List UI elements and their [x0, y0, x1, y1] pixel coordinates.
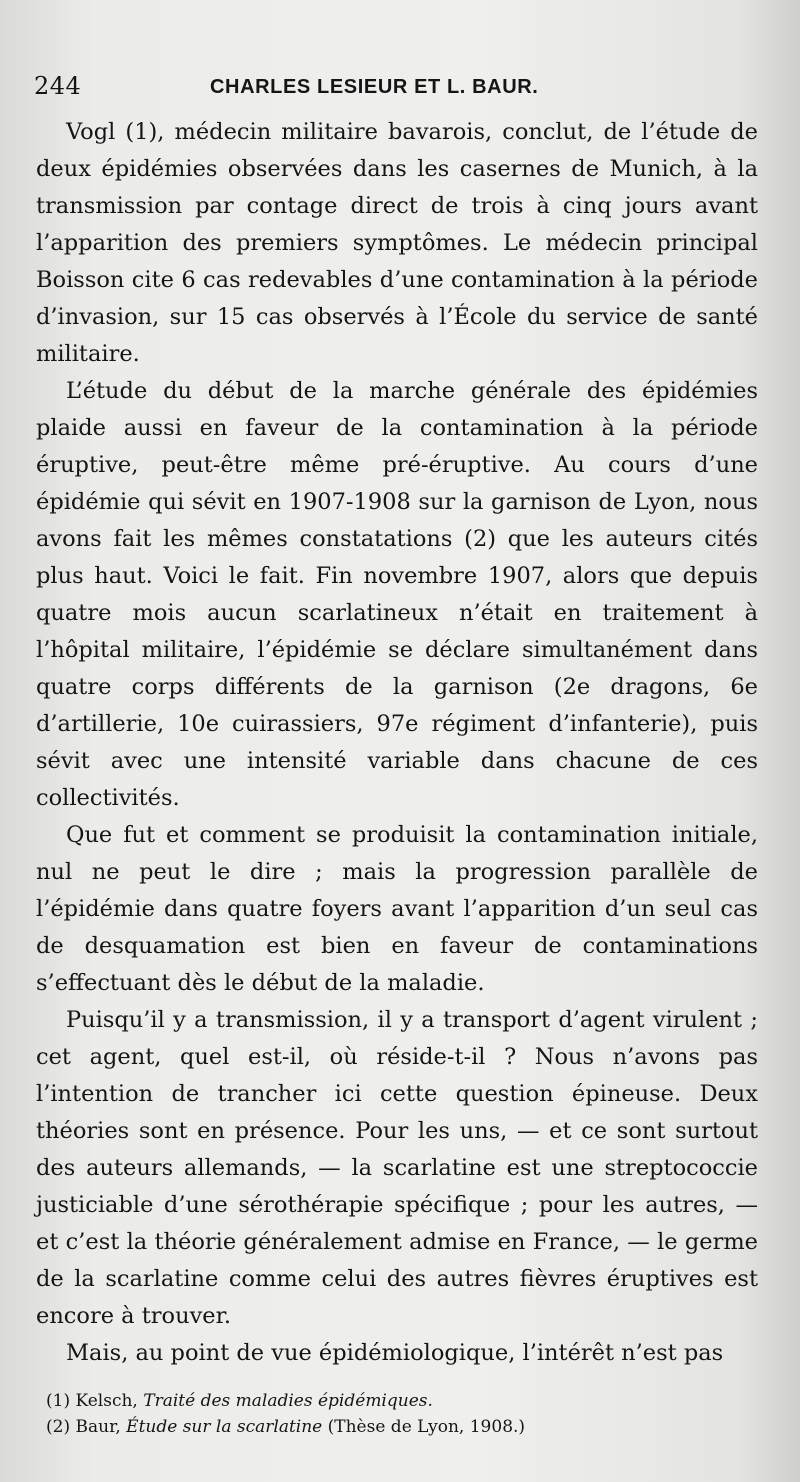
paragraph: Puisqu’il y a transmission, il y a transport d’agent virulent ; cet agent, quel est-il, où réside-t-il ? Nous n’avons pas l’intention de trancher ici cette question épineuse. Deux théories sont en présence. Pour les uns, — et ce sont surtout des auteurs allemands, — la scarlatine est une streptococcie justiciable d’une sérothérapie spécifique ; pour les autres, — et c’est la théorie généralement admise en France, — le germe de la scarlatine comme celui des autres fièvres éruptives est encore à trouver. — [36, 1007, 758, 1329]
footnote-title: Étude sur la scarlatine — [126, 1417, 323, 1437]
paragraph: Que fut et comment se produisit la contamination initiale, nul ne peut le dire ; mais la progression parallèle de l’épidémie dans quatre foyers avant l’apparition d’un seul cas de desquamation est bien en faveur de contaminations s’effectuant dès le début de la maladie. — [36, 822, 758, 996]
page-number: 244 — [34, 72, 82, 100]
footnote — [46, 1388, 746, 1414]
running-title: CHARLES LESIEUR ET L. BAUR. — [210, 76, 539, 98]
footnote-marker: (2) — [46, 1417, 71, 1437]
paragraph: Vogl (1), médecin militaire bavarois, conclut, de l’étude de deux épidémies observées dans les casernes de Munich, à la transmission par contage direct de trois à cinq jours avant l’apparition des premiers symptômes. Le médecin principal Boisson cite 6 cas redevables d’une contamination à la période d’invasion, sur 15 cas observés à l’École du service de santé militaire. — [36, 119, 758, 367]
footnotes — [46, 1388, 746, 1440]
paragraph: L’étude du début de la marche générale des épidémies plaide aussi en faveur de la contamination à la période éruptive, peut-être même pré-éruptive. Au cours d’une épidémie qui sévit en 1907-1908 sur la garnison de Lyon, nous avons fait les mêmes constatations (2) que les auteurs cités plus haut. Voici le fait. Fin novembre 1907, alors que depuis quatre mois aucun scarlatineux n’était en traitement à l’hôpital militaire, l’épidémie se déclare simultanément dans quatre corps différents de la garnison (2e dragons, 6e d’artillerie, 10e cuirassiers, 97e régiment d’infanterie), puis sévit avec une intensité variable dans chacune de ces collectivités. — [36, 378, 758, 811]
footnote-marker: (1) — [46, 1391, 71, 1411]
body-text — [36, 114, 758, 1372]
footnote-rest: (Thèse de Lyon, 1908.) — [327, 1417, 526, 1437]
footnote-author: Baur, — [75, 1417, 121, 1437]
paragraph: Mais, au point de vue épidémiologique, l’intérêt n’est pas — [66, 1340, 724, 1366]
footnote-title: Traité des maladies épidémiques. — [143, 1391, 433, 1411]
page-header — [34, 72, 754, 106]
footnote — [46, 1414, 746, 1440]
footnote-author: Kelsch, — [75, 1391, 138, 1411]
